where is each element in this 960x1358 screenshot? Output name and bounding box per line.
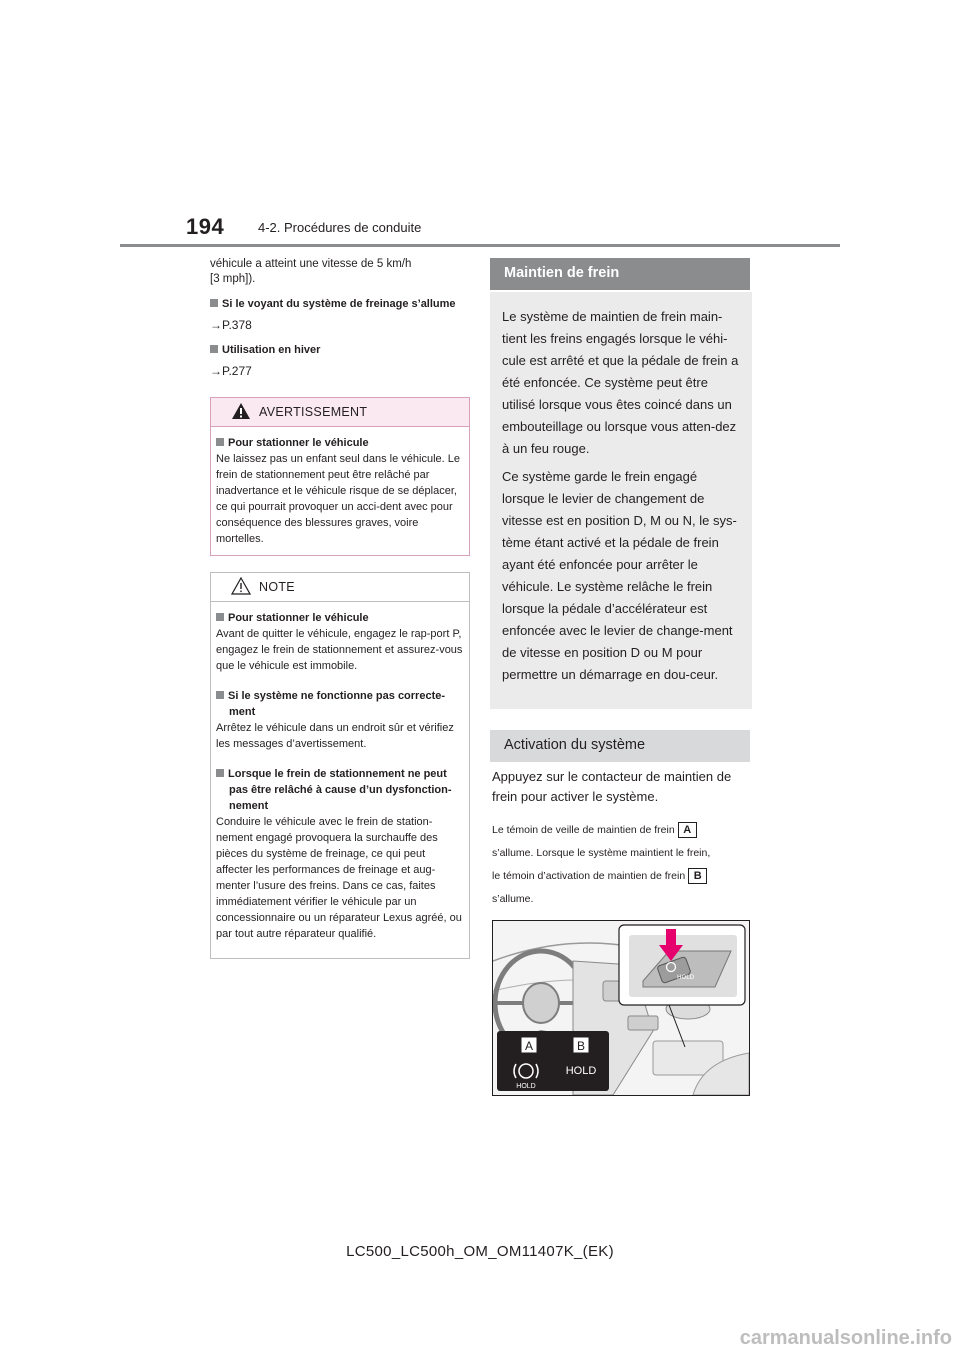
caution-triangle-icon xyxy=(231,576,251,596)
item1-reference[interactable]: →P.378 xyxy=(210,318,252,332)
header-rule xyxy=(120,244,840,247)
warning-header xyxy=(211,398,469,427)
note-heading-2: Si le système ne fonctionne pas correcte-ment xyxy=(216,688,464,720)
switch-hold-label: HOLD xyxy=(677,974,695,981)
indicator-label-a: A xyxy=(524,1039,534,1053)
bullet-square-icon xyxy=(216,769,224,777)
section-heading-activation: Activation du système xyxy=(490,730,750,762)
intro-line-2: [3 mph]). xyxy=(210,273,256,285)
bullet-square-icon xyxy=(210,299,218,307)
note-heading-3: Lorsque le frein de stationnement ne peut pas être relâché à cause d’un dysfonction-nement xyxy=(216,766,464,814)
hold-active-label: HOLD xyxy=(565,1065,597,1077)
warning-body: Ne laissez pas un enfant seul dans le véhicule. Le frein de stationnement peut être relâché par inadvertance et le véhicule risque de se déplacer, ce qui pourrait provoquer un acci-dent avec pour conséquence des blessures graves, voire mortelles. xyxy=(216,453,460,545)
note-heading-1: Pour stationner le véhicule xyxy=(216,610,464,626)
item1-heading: Si le voyant du système de freinage s’allume xyxy=(210,297,472,312)
warning-triangle-icon xyxy=(231,401,251,421)
left-column xyxy=(210,257,472,379)
info-paragraph-1: Le système de maintien de frein main-tient les freins engagés lorsque le véhi-cule est arrêté et que la pédale de frein a été enfoncée. Ce système peut être utilisé lorsque vous êtes coincé dans un embouteillage ou lorsque vous atten-dez à un feu rouge. xyxy=(502,309,739,456)
section-heading-maintien-de-frein: Maintien de frein xyxy=(490,258,750,290)
cockpit-drawing xyxy=(493,921,749,1095)
watermark: carmanualsonline.info xyxy=(739,1327,952,1349)
note-title: NOTE xyxy=(259,580,295,594)
item2-heading: Utilisation en hiver xyxy=(210,343,472,358)
bullet-square-icon xyxy=(210,345,218,353)
document-code: LC500_LC500h_OM_OM11407K_(EK) xyxy=(346,1243,614,1260)
activation-text: Appuyez sur le contacteur de maintien de frein pour activer le système. xyxy=(492,769,732,804)
callout-tag-a: A xyxy=(678,822,697,838)
info-box xyxy=(490,292,752,709)
indicator-description: Le témoin de veille de maintien de frein A s’allume. Lorsque le système maintient le frein, le témoin d’activation de maintien de frein B s’allume. xyxy=(492,824,711,905)
arrow-right-icon: → xyxy=(210,318,222,332)
note-body-2: Arrêtez le véhicule dans un endroit sûr et vérifiez les messages d’avertissement. xyxy=(216,722,454,750)
hold-standby-label: HOLD xyxy=(516,1083,536,1090)
warning-title: AVERTISSEMENT xyxy=(259,405,368,419)
info-paragraph-2: Ce système garde le frein engagé lorsque le levier de changement de vitesse est en position D, M ou N, le sys-tème étant activé et la pédale de frein ayant été enfoncée pour arrêter le véhicule. Le système relâche le frein lorsque la pédale d’accélérateur est enfoncée avec le levier de change-ment de vitesse en position D ou M pour permettre un démarrage en dou-ceur. xyxy=(502,469,737,682)
callout-tag-b: B xyxy=(688,868,707,884)
bullet-square-icon xyxy=(216,613,224,621)
brake-hold-illustration xyxy=(492,920,750,1096)
warning-box xyxy=(210,397,470,556)
item2-reference[interactable]: →P.277 xyxy=(210,364,252,378)
indicator-label-b: B xyxy=(576,1039,586,1053)
intro-line-1: véhicule a atteint une vitesse de 5 km/h xyxy=(210,258,412,270)
arrow-right-icon: → xyxy=(210,364,222,378)
section-title: 4-2. Procédures de conduite xyxy=(258,220,422,235)
note-body-1: Avant de quitter le véhicule, engagez le rap-port P, engagez le frein de stationnement et assurez-vous que le véhicule est immobile. xyxy=(216,628,463,672)
bullet-square-icon xyxy=(216,438,224,446)
warning-heading: Pour stationner le véhicule xyxy=(216,435,464,451)
note-box xyxy=(210,572,470,959)
note-header xyxy=(211,573,469,602)
bullet-square-icon xyxy=(216,691,224,699)
page-number: 194 xyxy=(186,214,225,239)
note-body-3: Conduire le véhicule avec le frein de station-nement engagé provoquera la surchauffe des pièces du système de freinage, ce qui peut affecter les performances de freinage et aug-menter l’usure des freins. Dans ce cas, faites immédiatement vérifier le véhicule par un concessionnaire ou un réparateur Lexus agréé, ou par tout autre réparateur qualifié. xyxy=(216,816,462,940)
